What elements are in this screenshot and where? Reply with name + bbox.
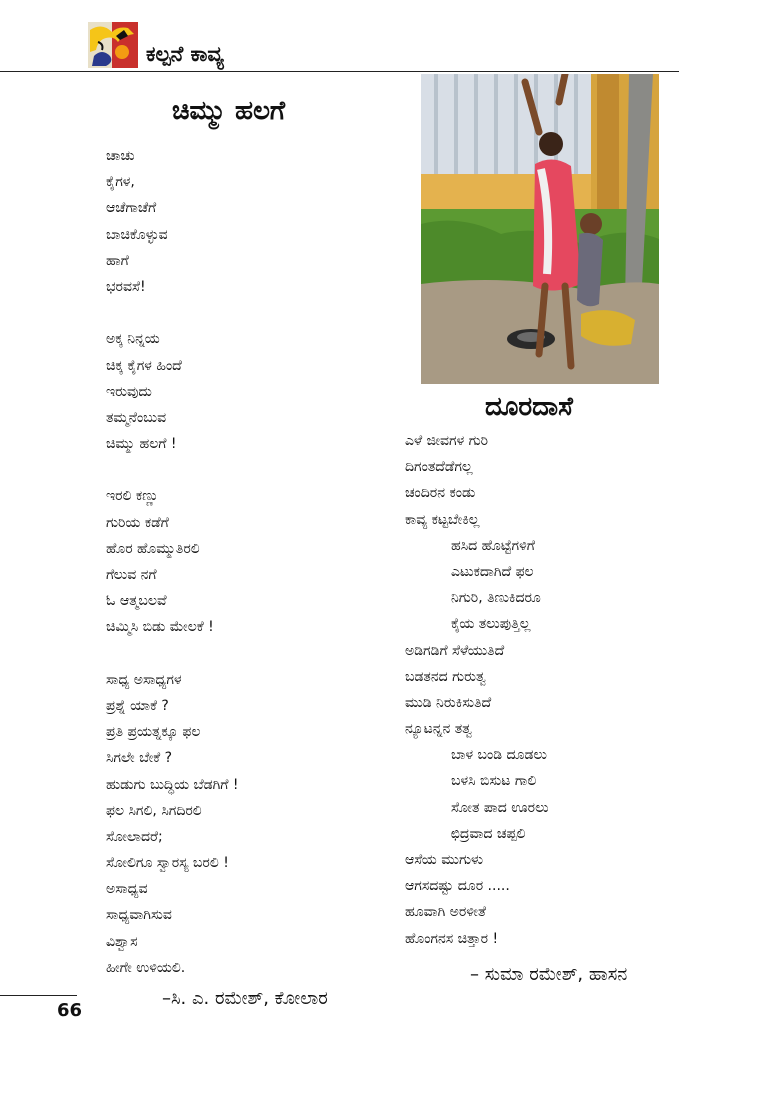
section-logo [88, 22, 138, 68]
footer-divider [0, 995, 77, 996]
poem2-line: ಎಳೆ ಜೀವಗಳ ಗುರಿ [405, 433, 489, 449]
poem1-line: ಗುರಿಯ ಕಡೆಗೆ [106, 514, 169, 531]
poem2-line: ಹಸಿದ ಹೊಟ್ಟೆಗಳಿಗೆ [451, 537, 535, 554]
poem1-line: ಚಿಕ್ಕ ಕೈಗಳ ಹಿಂದೆ [106, 357, 182, 374]
poem1-title: ಚಿಮ್ಮು ಹಲಗೆ [172, 96, 286, 126]
poem1-line: ಸಾಧ್ಯ ಅಸಾಧ್ಯಗಳ [106, 671, 182, 688]
poem2-line: ಬಾಳ ಬಂಡಿ ದೂಡಲು [451, 747, 547, 764]
poem1-line: ಹಾಗೆ [106, 252, 129, 269]
poem1-author: –ಸಿ. ಎ. ರಮೇಶ್, ಕೋಲಾರ [162, 988, 328, 1009]
poem2-line: ದಿಗಂತದೆಡೆಗಲ್ಲ [405, 459, 473, 476]
poem1-line: ಪ್ರತಿ ಪ್ರಯತ್ನಕ್ಕೂ ಫಲ [106, 724, 201, 741]
poem2-line: ನಿಗುರಿ, ತಿಣುಕಿದರೂ [451, 590, 541, 607]
poem2-line: ನ್ಯೂಟನ್ನನ ತತ್ವ [405, 721, 473, 738]
poem1-line: ಓ ಆತ್ಮಬಲವೆ [106, 593, 167, 610]
poem2-line: ಅಡಿಗಡಿಗೆ ಸೆಳೆಯುತಿದೆ [405, 642, 505, 659]
poem2-line: ಎಟುಕದಾಗಿದೆ ಫಲ [451, 563, 534, 580]
poem1-line: ಚಿಮ್ಮು ಹಲಗೆ ! [106, 436, 177, 453]
poem1-line: ಇರಲಿ ಕಣ್ಣು [106, 488, 159, 505]
poem1-line: ಹೀಗೇ ಉಳಿಯಲಿ. [106, 959, 186, 976]
poem1-line: ಚಾಚು [106, 148, 135, 164]
poem1-line: ಅಕ್ಕ ನಿನ್ನಯ [106, 331, 160, 348]
section-title: ಕಲ್ಪನೆ ಕಾವ್ಯ [146, 42, 224, 66]
poem1-line: ಅಸಾಧ್ಯವ [106, 881, 148, 898]
poem1-line: ಆಚೆಗಾಚೆಗೆ [106, 200, 157, 217]
poem1-line: ಪ್ರಶ್ನೆ ಯಾಕೆ ? [106, 697, 169, 714]
poem1-body [106, 143, 238, 981]
poem2-line: ಚಂದಿರನ ಕಂಡು [405, 485, 476, 502]
poem1-line: ಗೆಲುವ ನಗೆ [106, 567, 157, 583]
poem1-line: ಸೋಲಾದರೆ; [106, 828, 163, 845]
poem1-line: ಭರವಸೆ! [106, 278, 146, 295]
poem1-line [106, 300, 238, 326]
poem1-line: ಇರುವುದು [106, 383, 152, 400]
header-divider [0, 71, 679, 72]
poem2-author: – ಸುಮಾ ರಮೇಶ್, ಹಾಸನ [470, 964, 628, 985]
poem1-line: ಸೋಲಿಗೂ ಸ್ವಾರಸ್ಯ ಬರಲಿ ! [106, 855, 229, 872]
poem1-line [106, 457, 238, 483]
poem1-line: ವಿಶ್ವಾಸ [106, 933, 138, 950]
poem1-line: ಬಾಚಿಕೊಳ್ಳುವ [106, 226, 168, 243]
poem1-line: ಕೈಗಳ, [106, 174, 135, 191]
poem2-line: ಕೈಯ ತಲುಪುತ್ತಿಲ್ಲ [451, 616, 531, 633]
poem2-body [405, 428, 549, 952]
poem1-line: ತಮ್ಮನೆಂಬುವ [106, 409, 167, 426]
poem2-line: ಹೂವಾಗಿ ಅರಳೀತೆ [405, 904, 486, 921]
poem1-line: ಚಿಮ್ಮಿಸಿ ಬಿಡು ಮೇಲಕೆ ! [106, 619, 214, 636]
poem1-line: ಸಾಧ್ಯವಾಗಿಸುವ [106, 907, 172, 924]
poem2-line: ಛಿದ್ರವಾದ ಚಪ್ಪಲಿ [451, 825, 526, 842]
poem2-line: ಆಗಸದಷ್ಟು ದೂರ ..... [405, 878, 510, 895]
poem2-line: ಬಡತನದ ಗುರುತ್ವ [405, 668, 486, 685]
poem2-line: ಕಾವ್ಯ ಕಟ್ಟಬೇಕಿಲ್ಲ [405, 511, 480, 528]
poem2-line: ಮುಡಿ ನಿರುಕಿಸುತಿದೆ [405, 694, 492, 711]
poem2-line: ಸೋತ ಪಾದ ಊರಲು [451, 799, 549, 816]
poem2-title: ದೂರದಾಸೆ [485, 392, 573, 422]
poem1-line: ಫಲ ಸಿಗಲಿ, ಸಿಗದಿರಲಿ [106, 802, 202, 819]
page-number: 66 [57, 1000, 83, 1021]
poem1-line: ಹೊರ ಹೊಮ್ಮುತಿರಲಿ [106, 540, 200, 557]
poem1-line: ಸಿಗಲೇ ಬೇಕೆ ? [106, 750, 173, 767]
poem2-line: ಹೊಂಗನಸ ಚಿತ್ತಾರ ! [405, 930, 499, 947]
poem2-line: ಆಸೆಯ ಮುಗುಳು [405, 852, 484, 868]
poem-photo [421, 74, 659, 384]
poem1-line: ಹುಡುಗು ಬುದ್ಧಿಯ ಬೆಡಗಿಗೆ ! [106, 776, 239, 793]
poem2-line: ಬಳಸಿ ಬಿಸುಟ ಗಾಲಿ [451, 773, 537, 790]
poem1-line [106, 641, 238, 667]
